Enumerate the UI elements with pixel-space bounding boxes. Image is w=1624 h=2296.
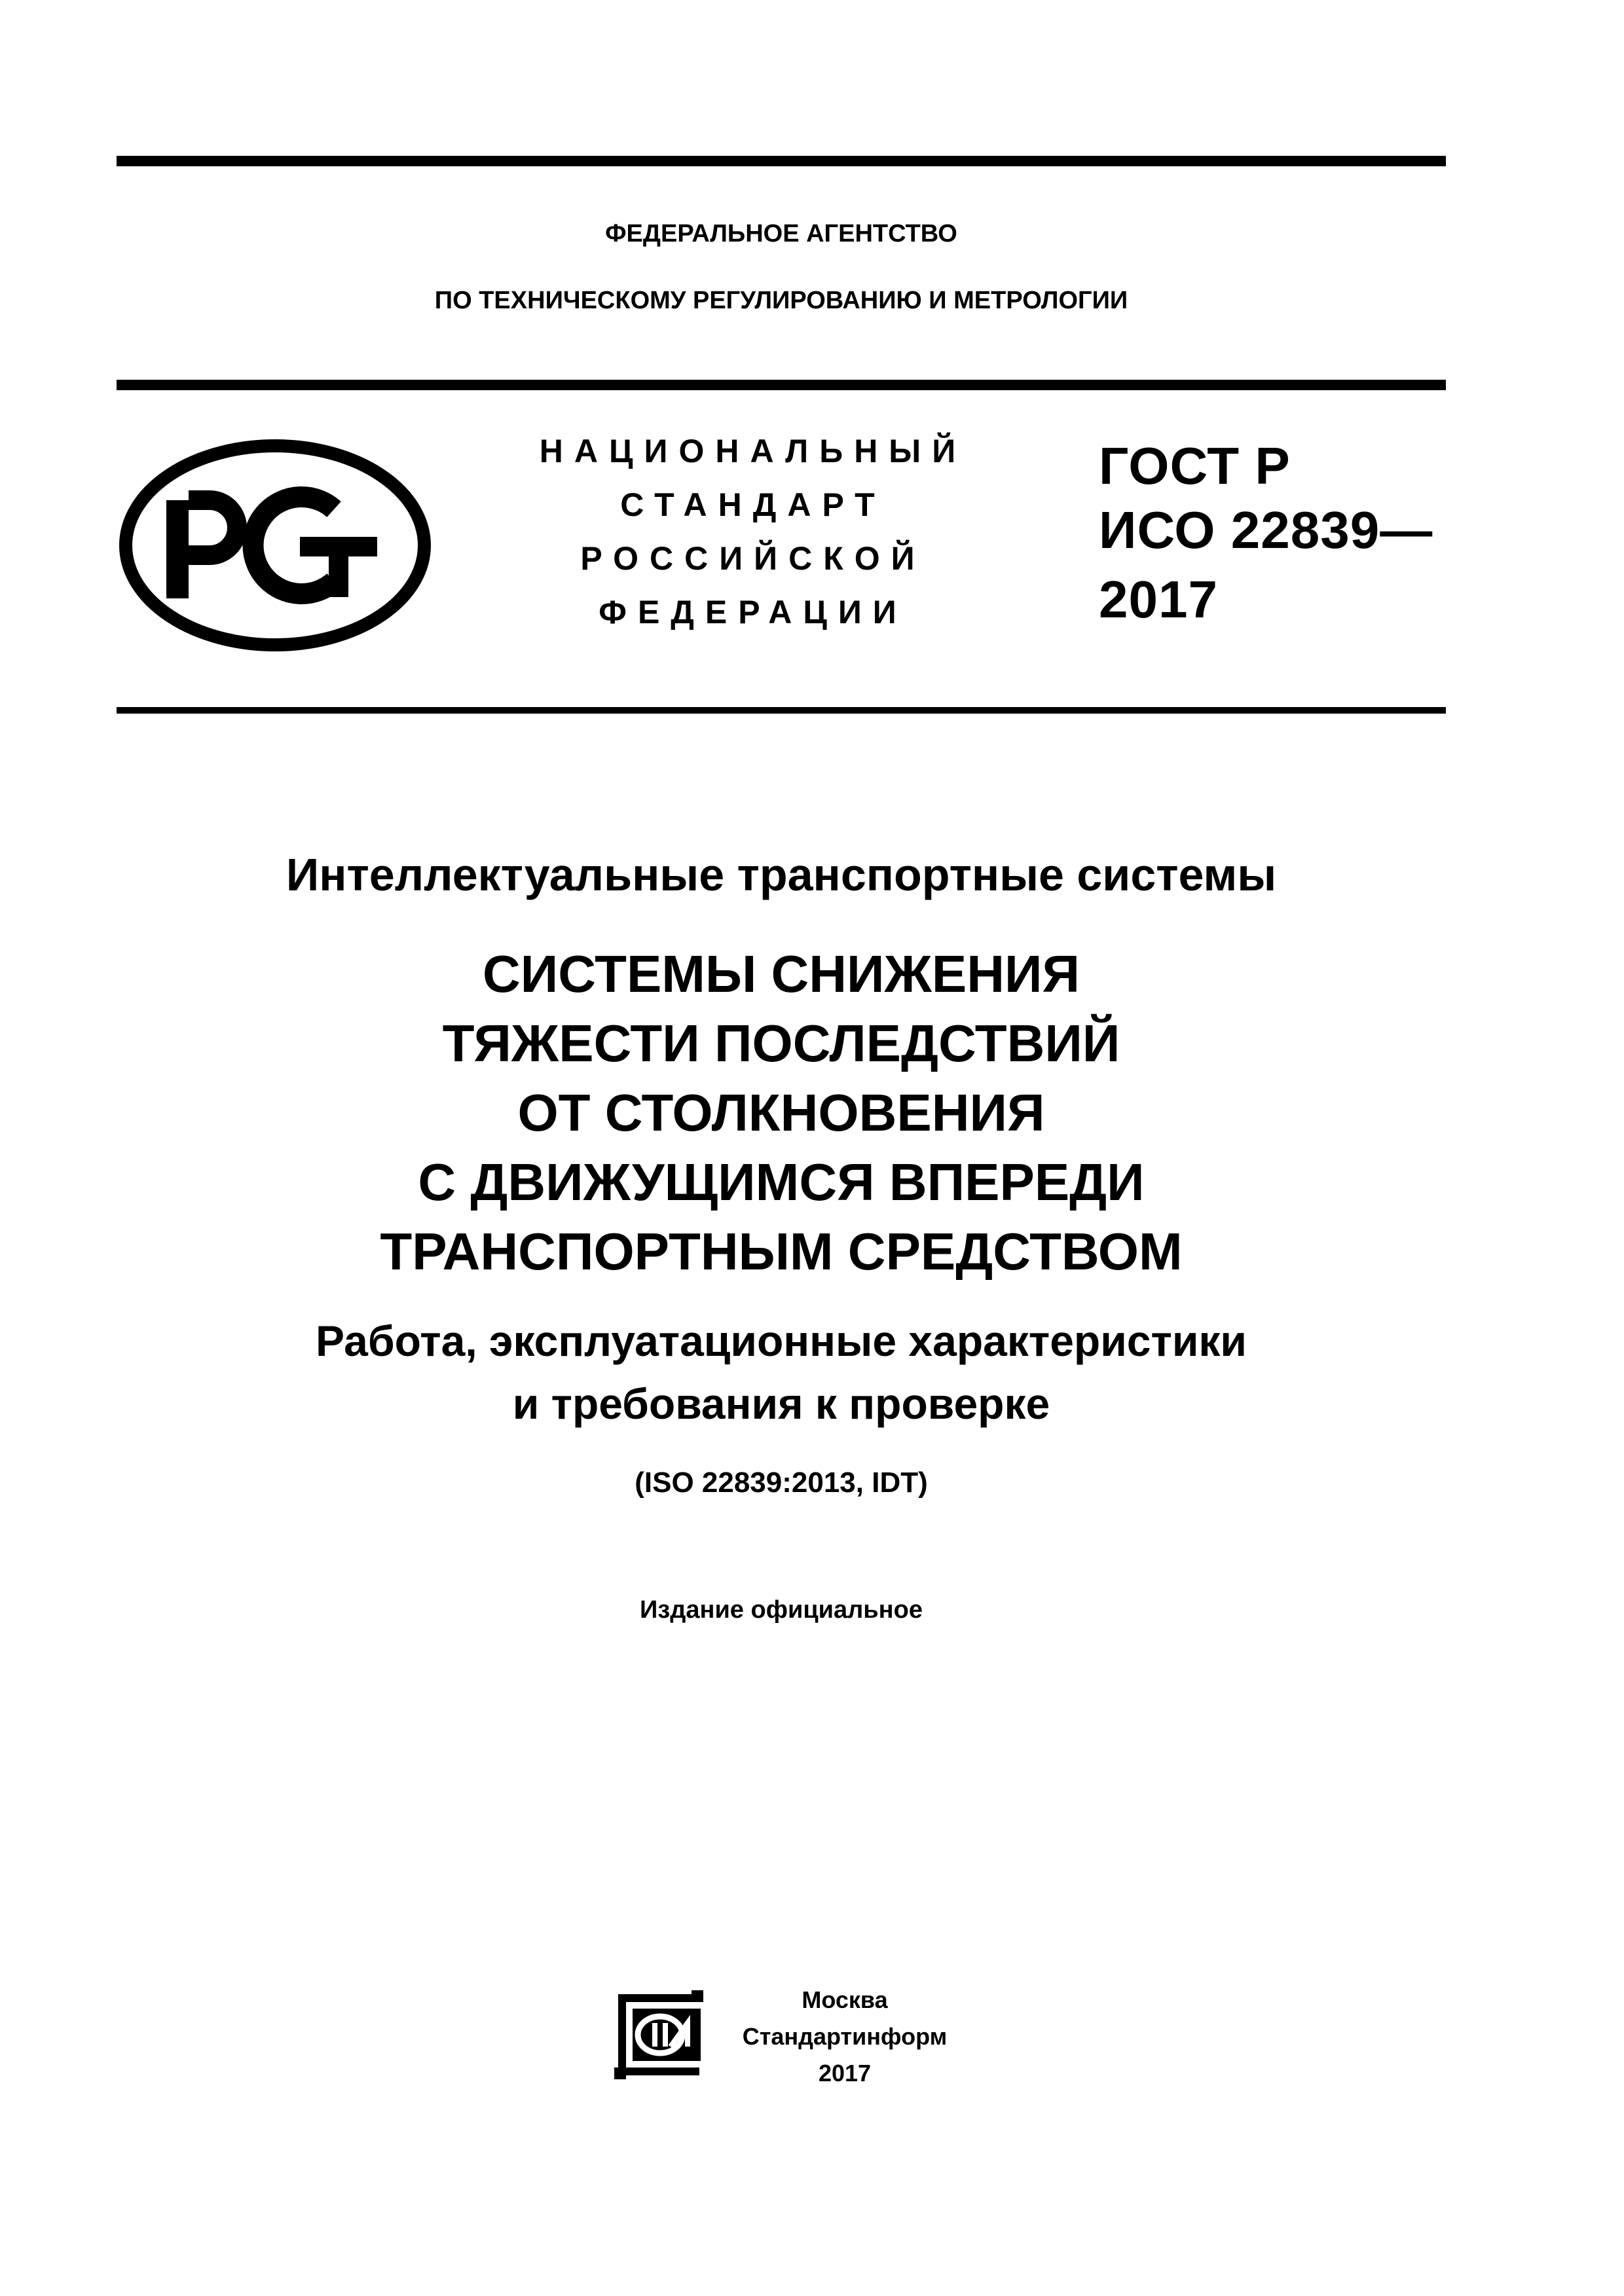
iso-reference: (ISO 22839:2013, IDT) [635,1467,928,1499]
designation-line-2: ИСО 22839— [1099,501,1433,559]
subtitle-line-1: Работа, эксплуатационные характеристики [316,1317,1247,1365]
top-rule [117,156,1446,166]
title-line-5: ТРАНСПОРТНЫМ СРЕДСТВОМ [380,1222,1183,1281]
national-line-2: СТАНДАРТ [620,486,886,523]
middle-rule [117,380,1446,390]
designation-line-3: 2017 [1099,570,1218,629]
designation-line-1: ГОСТ Р [1099,437,1291,495]
agency-line-1: ФЕДЕРАЛЬНОЕ АГЕНТСТВО [605,220,957,247]
national-line-1: НАЦИОНАЛЬНЫЙ [539,433,967,469]
edition-label: Издание официальное [640,1596,923,1624]
rst-mark-logo [118,437,432,653]
lower-rule [117,707,1446,714]
publisher-year: 2017 [818,2060,872,2086]
standartinform-logo [614,1990,707,2083]
title-line-2: ТЯЖЕСТИ ПОСЛЕДСТВИЙ [442,1014,1120,1072]
title-line-4: С ДВИЖУЩИМСЯ ВПЕРЕДИ [418,1153,1145,1211]
national-line-3: РОССИЙСКОЙ [580,540,926,577]
title-line-1: СИСТЕМЫ СНИЖЕНИЯ [483,945,1080,1003]
subtitle-line-2: и требования к проверке [512,1379,1050,1428]
publisher-city: Москва [802,1986,888,2013]
national-line-4: ФЕДЕРАЦИИ [599,594,908,630]
title-line-3: ОТ СТОЛКНОВЕНИЯ [517,1084,1045,1142]
subject-heading: Интеллектуальные транспортные системы [286,849,1277,900]
publisher-name: Стандартинформ [742,2023,948,2050]
agency-line-2: ПО ТЕХНИЧЕСКОМУ РЕГУЛИРОВАНИЮ И МЕТРОЛОГИИ [434,287,1128,314]
